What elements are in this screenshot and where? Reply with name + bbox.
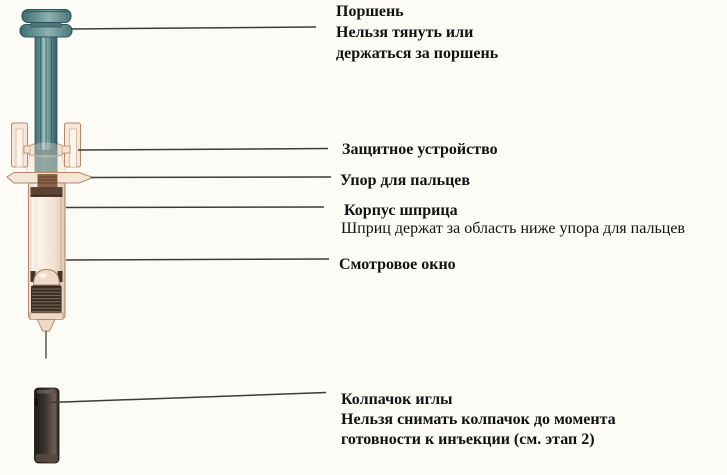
needle-cap [35, 388, 60, 463]
label-barrel-title: Корпус шприца [344, 202, 458, 219]
label-finger-rest: Упор для пальцев [340, 172, 471, 189]
needle-hub [38, 320, 56, 332]
viewing-window [31, 270, 63, 286]
leader-line-viewing-window [66, 259, 329, 260]
leader-line-barrel [66, 207, 324, 208]
spring [31, 286, 62, 314]
plunger-thumb-rest [20, 10, 72, 38]
leader-line-finger-rest [91, 177, 331, 178]
label-needle-cap-desc-1: Нельзя снимать колпачок до момента [341, 411, 616, 428]
label-barrel-desc: Шприц держат за область ниже упора для пальцев [341, 220, 685, 237]
safety-sleeve [26, 155, 66, 173]
label-plunger [336, 1, 498, 64]
label-needle-cap [341, 390, 616, 450]
leader-line-needle-cap [50, 393, 326, 403]
label-needle-cap-desc-2: готовности к инъекции (см. этап 2) [341, 431, 595, 448]
label-plunger-desc-2: держаться за поршень [336, 45, 499, 62]
label-plunger-desc-1: Нельзя тянуть или [336, 24, 474, 41]
label-needle-cap-title: Колпачок иглы [341, 391, 453, 408]
label-safety-device: Защитное устройство [342, 141, 498, 158]
leader-line-plunger [71, 27, 316, 29]
leader-line-safety-device [78, 149, 328, 151]
leader-lines [50, 27, 331, 403]
label-viewing-window: Смотровое окно [339, 256, 456, 273]
barrel [29, 174, 66, 331]
label-plunger-title: Поршень [336, 3, 404, 20]
